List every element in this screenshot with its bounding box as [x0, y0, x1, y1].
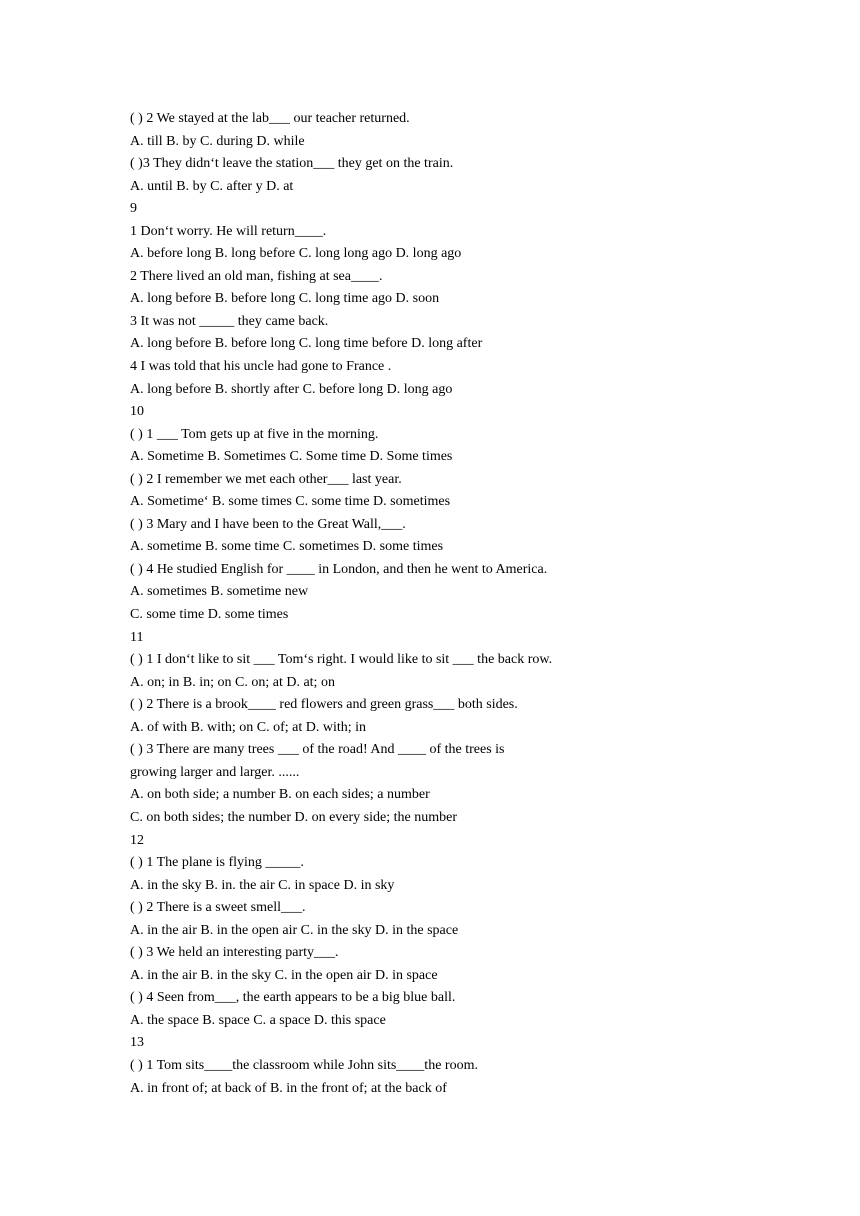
text-line: ( ) 3 We held an interesting party___. [130, 945, 339, 961]
text-line: A. the space B. space C. a space D. this space [130, 1012, 386, 1028]
text-line: A. till B. by C. during D. while [130, 133, 305, 149]
text-line: A. in the sky B. in. the air C. in space D. in sky [130, 877, 395, 893]
section-number: 13 [130, 1035, 144, 1051]
text-line: ( ) 1 ___ Tom gets up at five in the morning. [130, 426, 379, 442]
text-line: ( ) 1 Tom sits____the classroom while John sits____the room. [130, 1057, 478, 1073]
text-line: A. in front of; at back of B. in the front of; at the back of [130, 1080, 447, 1096]
text-line: ( ) 4 He studied English for ____ in London, and then he went to America. [130, 561, 548, 577]
text-line: 3 It was not _____ they came back. [130, 313, 329, 329]
text-line: A. in the air B. in the sky C. in the open air D. in space [130, 967, 438, 983]
text-line: ( ) 2 I remember we met each other___ last year. [130, 471, 402, 487]
text-line: 4 I was told that his uncle had gone to France . [130, 359, 392, 375]
text-line: ( ) 4 Seen from___, the earth appears to be a big blue ball. [130, 990, 456, 1006]
text-line: 1 Don‘t worry. He will return____. [130, 223, 327, 239]
text-line: ( ) 3 Mary and I have been to the Great Wall,___. [130, 516, 406, 532]
text-line: A. before long B. long before C. long long ago D. long ago [130, 246, 462, 262]
section-number: 10 [130, 404, 144, 420]
text-line: ( ) 2 We stayed at the lab___ our teacher returned. [130, 111, 410, 126]
section-number: 9 [130, 201, 137, 217]
section-number: 11 [130, 629, 144, 645]
text-line: A. long before B. before long C. long time ago D. soon [130, 291, 440, 307]
text-line: ( ) 1 I don‘t like to sit ___ Tom‘s right. I would like to sit ___ the back row. [130, 652, 553, 668]
text-line: A. Sometime B. Sometimes C. Some time D. Some times [130, 449, 453, 465]
text-line: A. until B. by C. after y D. at [130, 178, 294, 194]
text-line: ( ) 2 There is a brook____ red flowers and green grass___ both sides. [130, 697, 518, 713]
text-line: ( ) 2 There is a sweet smell___. [130, 900, 306, 916]
text-line: ( )3 They didn‘t leave the station___ they get on the train. [130, 156, 454, 172]
text-line: A. long before B. shortly after C. before long D. long ago [130, 381, 453, 397]
text-line: 2 There lived an old man, fishing at sea____. [130, 268, 383, 284]
text-line: C. some time D. some times [130, 607, 289, 623]
text-line: growing larger and larger. ...... [130, 764, 300, 780]
document-page [130, 108, 810, 1100]
text-line: A. sometime B. some time C. sometimes D. some times [130, 539, 444, 555]
text-line: ( ) 1 The plane is flying _____. [130, 855, 304, 871]
text-line: A. in the air B. in the open air C. in the sky D. in the space [130, 922, 459, 938]
text-line: A. on; in B. in; on C. on; at D. at; on [130, 674, 335, 690]
text-line: A. long before B. before long C. long time before D. long after [130, 336, 483, 352]
text-line: ( ) 3 There are many trees ___ of the road! And ____ of the trees is [130, 742, 505, 758]
section-number: 12 [130, 832, 144, 848]
text-line: A. sometimes B. sometime new [130, 584, 309, 600]
text-line: A. of with B. with; on C. of; at D. with; in [130, 719, 367, 735]
text-line: A. Sometime‘ B. some times C. some time D. sometimes [130, 494, 451, 510]
text-line: A. on both side; a number B. on each sides; a number [130, 787, 430, 803]
text-line: C. on both sides; the number D. on every side; the number [130, 809, 457, 825]
